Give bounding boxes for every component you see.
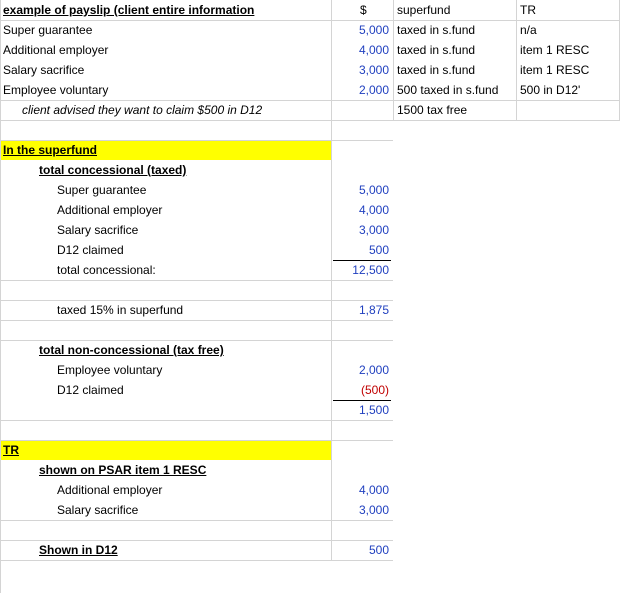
concessional-item: [0, 240, 637, 260]
tr-header: TR: [520, 3, 536, 17]
payslip-tr: n/a: [520, 23, 537, 37]
nonconcessional-item: [0, 360, 637, 380]
tax-row: [0, 300, 637, 320]
concessional-item: [0, 200, 637, 220]
header-row: [0, 0, 637, 20]
nonconcessional-item: [0, 380, 637, 400]
payslip-tr: item 1 RESC: [520, 63, 590, 77]
payslip-label: Additional employer: [3, 43, 109, 57]
payslip-amount: 2,000: [358, 83, 389, 97]
d12-heading: Shown in D12: [39, 543, 118, 557]
payslip-superfund: taxed in s.fund: [397, 43, 476, 57]
psar-heading: shown on PSAR item 1 RESC: [39, 463, 207, 477]
payslip-amount: 5,000: [358, 23, 389, 37]
payslip-superfund: taxed in s.fund: [397, 63, 476, 77]
concessional-amount: 4,000: [358, 203, 389, 217]
payslip-amount: 4,000: [358, 43, 389, 57]
payslip-row: [0, 60, 637, 80]
payslip-label: Employee voluntary: [3, 83, 109, 97]
concessional-item: [0, 220, 637, 240]
psar-item: [0, 480, 637, 500]
payslip-row: [0, 20, 637, 40]
superfund-header: superfund: [397, 3, 451, 17]
payslip-label: Salary sacrifice: [3, 63, 85, 77]
nonconcessional-label: D12 claimed: [57, 383, 124, 397]
concessional-label: Super guarantee: [57, 183, 147, 197]
total-concessional-label: total concessional:: [57, 263, 156, 277]
psar-amount: 4,000: [358, 483, 389, 497]
tax-label: taxed 15% in superfund: [57, 303, 184, 317]
payslip-row: [0, 40, 637, 60]
dollar-header: $: [360, 3, 367, 17]
tr-heading-row: [0, 440, 637, 460]
concessional-total-row: [0, 260, 637, 280]
tax-amount: 1,875: [358, 303, 389, 317]
nonconcessional-heading-row: [0, 340, 637, 360]
payslip-tr: item 1 RESC: [520, 43, 590, 57]
payslip-tr: 500 in D12': [520, 83, 581, 97]
tax-free-note: 1500 tax free: [397, 103, 468, 117]
client-note: client advised they want to claim $500 in D12: [22, 103, 263, 117]
concessional-item: [0, 180, 637, 200]
psar-label: Additional employer: [57, 483, 163, 497]
nonconcessional-heading: total non-concessional (tax free): [39, 343, 224, 357]
d12-row: [0, 540, 637, 560]
concessional-heading: total concessional (taxed): [39, 163, 187, 177]
concessional-label: D12 claimed: [57, 243, 124, 257]
concessional-heading-row: [0, 160, 637, 180]
tr-heading: TR: [3, 443, 19, 457]
total-concessional-amount: 12,500: [352, 263, 389, 277]
superfund-heading: In the superfund: [3, 143, 97, 157]
payslip-label: Super guarantee: [3, 23, 93, 37]
sheet-title: example of payslip (client entire information: [3, 3, 255, 17]
d12-amount: 500: [368, 543, 389, 557]
payslip-row: [0, 80, 637, 100]
nonconcessional-total-row: [0, 400, 637, 420]
superfund-heading-row: [0, 140, 637, 160]
psar-item: [0, 500, 637, 520]
concessional-amount: 5,000: [358, 183, 389, 197]
concessional-label: Salary sacrifice: [57, 223, 139, 237]
nonconcessional-amount: (500): [360, 383, 389, 397]
payslip-amount: 3,000: [358, 63, 389, 77]
payslip-superfund: 500 taxed in s.fund: [397, 83, 499, 97]
nonconcessional-total: 1,500: [358, 403, 389, 417]
psar-label: Salary sacrifice: [57, 503, 139, 517]
nonconcessional-amount: 2,000: [358, 363, 389, 377]
concessional-amount: 500: [368, 243, 389, 257]
nonconcessional-label: Employee voluntary: [57, 363, 163, 377]
payslip-superfund: taxed in s.fund: [397, 23, 476, 37]
psar-amount: 3,000: [358, 503, 389, 517]
psar-heading-row: [0, 460, 637, 480]
concessional-label: Additional employer: [57, 203, 163, 217]
note-row: [0, 100, 637, 120]
concessional-amount: 3,000: [358, 223, 389, 237]
